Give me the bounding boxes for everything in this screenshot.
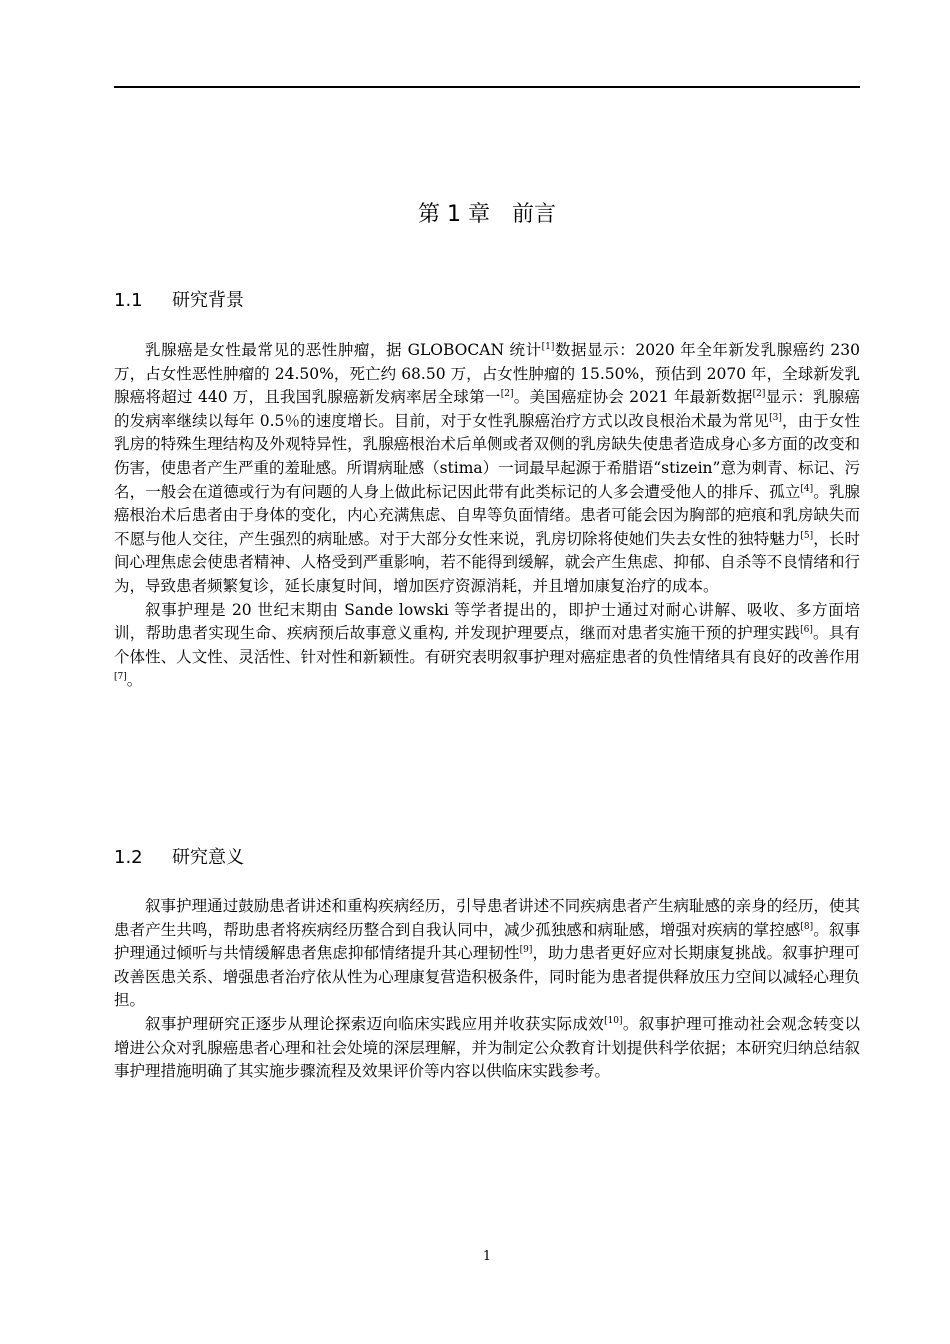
citation-ref: [7] bbox=[114, 672, 127, 683]
chapter-title: 第 1 章 前言 bbox=[418, 202, 556, 227]
paragraph bbox=[114, 339, 860, 599]
header-rule bbox=[114, 86, 860, 88]
paragraph-text: ，由于女性乳房的特殊生理结构及外观特异性，乳腺癌根治术后单侧或者双侧的乳房缺失使患者造成身心多方面的改变和伤害，使患者产生严重的羞耻感。所谓病耻感（stima）一词最早起源于希腊语“stizein”意为刺青、标记、污名，一般会在道德或行为有问题的人身上做此标记因此带有此类标记的人多会遭受他人的排斥、孤立 bbox=[114, 411, 860, 501]
citation-ref: [2] bbox=[500, 389, 514, 400]
paragraph-text: 叙事护理研究正逐步从理论探索迈向临床实践应用并收获实际成效 bbox=[145, 1014, 605, 1033]
citation-ref: [4] bbox=[800, 483, 814, 494]
paragraph bbox=[114, 895, 860, 1013]
section-heading-1-1 bbox=[114, 288, 860, 314]
paragraph-text: 。 bbox=[126, 671, 143, 690]
paragraph-text: 。美国癌症协会 2021 年最新数据 bbox=[513, 388, 753, 407]
paragraph-text: ，助力患者更好应对长期康复挑战。叙事护理可改善医患关系、增强患者治疗依从性为心理康复营造积极条件，同时能为患者提供释放压力空间以减轻心理负担。 bbox=[114, 944, 860, 1010]
page-number: 1 bbox=[482, 1249, 492, 1264]
paragraph-text: 显示：乳腺癌的发病率继续以每年 0.5％的速度增长。目前，对于女性乳腺癌治疗方式以改良根治术最为常见 bbox=[114, 388, 860, 430]
paragraph bbox=[114, 599, 860, 693]
section-number: 1.2 bbox=[114, 847, 143, 868]
paragraph-text: 。具有个体性、人文性、灵活性、针对性和新颖性。有研究表明叙事护理对癌症患者的负性情绪具有良好的改善作用 bbox=[114, 624, 860, 666]
section-body-1-1 bbox=[114, 339, 860, 693]
citation-ref: [6] bbox=[800, 625, 813, 636]
paragraph-text: 乳腺癌是女性最常见的恶性肿瘤，据 GLOBOCAN 统计 bbox=[145, 341, 542, 359]
citation-ref: [1] bbox=[541, 342, 555, 352]
section-number: 1.1 bbox=[114, 290, 143, 311]
paragraph-text: 叙事护理通过鼓励患者讲述和重构疾病经历，引导患者讲述不同疾病患者产生病耻感的亲身的经历，使其患者产生共鸣，帮助患者将疾病经历整合到自我认同中，减少孤独感和病耻感，增强对疾病的掌控感 bbox=[114, 897, 860, 939]
citation-ref: [8] bbox=[800, 921, 814, 932]
citation-ref: [9] bbox=[519, 945, 533, 956]
section-title: 研究意义 bbox=[172, 847, 244, 868]
section-title: 研究背景 bbox=[172, 290, 244, 311]
paragraph-text: 。叙事护理通过倾听与共情缓解患者焦虑抑郁情绪提升其心理韧性 bbox=[114, 920, 860, 963]
paragraph-text: ，长时间心理焦虑会使患者精神、人格受到严重影响，若不能得到缓解，就会产生焦虑、抑郁、自杀等不良情绪和行为，导致患者频繁复诊，延长康复时间，增加医疗资源消耗，并且增加康复治疗的成本。 bbox=[114, 529, 860, 595]
paragraph bbox=[114, 1013, 860, 1084]
paragraph-text: 叙事护理是 20 世纪末期由 Sande lowski 等学者提出的，即护士通过对耐心讲解、吸收、多方面培训，帮助患者实现生命、疾病预后故事意义重构, 并发现护理要点，继而对患者实施干预的护理实践 bbox=[114, 600, 860, 643]
section-heading-1-2 bbox=[114, 845, 860, 871]
citation-ref: [10] bbox=[604, 1015, 623, 1026]
paragraph-text: 。乳腺癌根治术后患者由于身体的变化，内心充满焦虑、自卑等负面情绪。患者可能会因为胸部的疤痕和乳房缺失而不愿与他人交往，产生强烈的病耻感。对于大部分女性来说，乳房切除将使她们失去女性的独特魅力 bbox=[114, 482, 860, 548]
section-body-1-2 bbox=[114, 895, 860, 1084]
paragraph-text: 。叙事护理可推动社会观念转变以增进公众对乳腺癌患者心理和社会处境的深层理解，并为制定公众教育计划提供科学依据；本研究归纳总结叙事护理措施明确了其实施步骤流程及效果评价等内容以供临床实践参考。 bbox=[114, 1014, 860, 1081]
citation-ref: [3] bbox=[769, 412, 782, 423]
citation-ref: [2] bbox=[752, 389, 766, 400]
paragraph-text: 数据显示：2020 年全年新发乳腺癌约 230 万，占女性恶性肿瘤的 24.50%，死亡约 68.50 万，占女性肿瘤的 15.50%，预估到 2070 年，全球新发乳腺癌将超过 440 万，且我国乳腺癌新发病率居全球第一 bbox=[114, 341, 860, 407]
citation-ref: [5] bbox=[800, 530, 814, 541]
